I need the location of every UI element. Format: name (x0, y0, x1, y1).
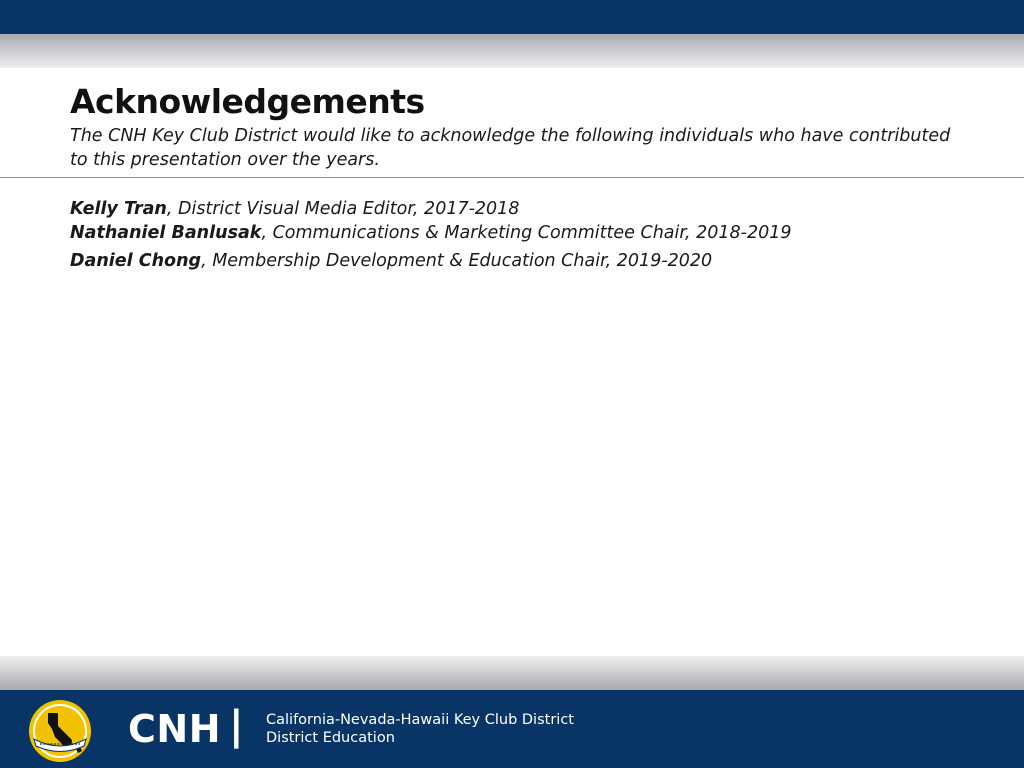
footer-text (266, 711, 574, 747)
credit-name: Nathaniel Banlusak (70, 223, 262, 243)
credit-item (70, 197, 970, 221)
slide-subtitle: The CNH Key Club District would like to acknowledge the following individuals who have contributed to this presentation over the years. (70, 126, 951, 170)
footer-department: District Education (266, 730, 395, 746)
credit-item (70, 249, 970, 273)
footer-separator: | (229, 703, 244, 749)
footer-brand: CNH (128, 707, 221, 751)
credit-name: Kelly Tran (70, 199, 167, 219)
credit-item (70, 221, 970, 245)
title-divider (0, 177, 1024, 178)
credit-role: , Communications & Marketing Committee Chair, 2018-2019 (261, 223, 792, 243)
credit-name: Daniel Chong (70, 251, 202, 271)
credit-role: , District Visual Media Editor, 2017-2018 (166, 199, 520, 219)
footer-gradient-strip (0, 656, 1024, 690)
footer-bar (0, 690, 1024, 768)
california-key-club-seal-icon (28, 699, 92, 763)
credits-list (70, 197, 970, 273)
header-band (0, 0, 1024, 34)
footer-district-name: California-Nevada-Hawaii Key Club District (266, 712, 574, 728)
header-gradient-strip (0, 34, 1024, 68)
slide-title: Acknowledgements (70, 82, 425, 121)
credit-role: , Membership Development & Education Chair, 2019-2020 (201, 251, 713, 271)
